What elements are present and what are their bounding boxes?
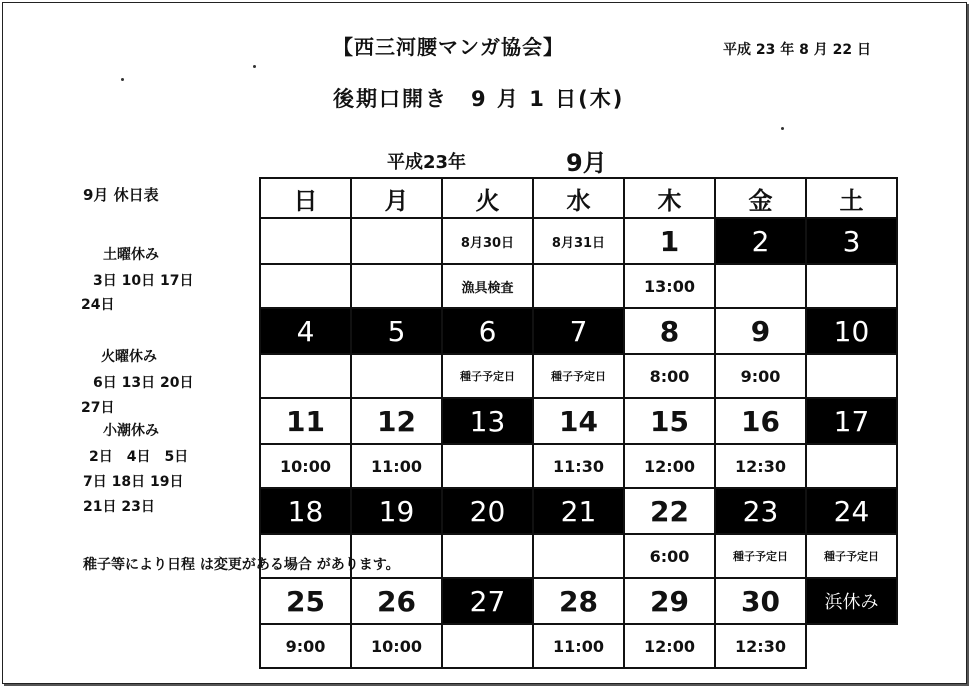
- time-cell: [442, 534, 533, 578]
- day-cell-holiday: 19: [351, 488, 442, 534]
- tue-holiday-days-1: 6日 13日 20日: [93, 375, 194, 391]
- time-cell: [442, 444, 533, 488]
- time-cell: 種子予定日: [442, 354, 533, 398]
- day-cell-holiday: 27: [442, 578, 533, 624]
- neap-holiday-days-2: 7日 18日 19日: [83, 474, 184, 490]
- time-cell: 6:00: [624, 534, 715, 578]
- holiday-table-title: 9月 休日表: [83, 186, 159, 204]
- time-cell: 11:00: [351, 444, 442, 488]
- time-cell: 10:00: [260, 444, 351, 488]
- neap-holiday-days-3: 21日 23日: [83, 499, 155, 515]
- weekday-thu: 木: [624, 178, 715, 218]
- day-cell-holiday: 10: [806, 308, 897, 354]
- day-cell-holiday: 5: [351, 308, 442, 354]
- time-cell: [806, 624, 897, 668]
- day-cell: 9: [715, 308, 806, 354]
- day-cell: 28: [533, 578, 624, 624]
- day-cell: 8月30日: [442, 218, 533, 264]
- day-cell: 26: [351, 578, 442, 624]
- day-cell-holiday: 21: [533, 488, 624, 534]
- time-cell: 12:30: [715, 624, 806, 668]
- neap-holiday-label: 小潮休み: [103, 423, 159, 439]
- time-cell: 12:00: [624, 624, 715, 668]
- day-cell: 8月31日: [533, 218, 624, 264]
- day-cell-holiday: 6: [442, 308, 533, 354]
- day-cell: [260, 218, 351, 264]
- time-cell: [260, 354, 351, 398]
- time-cell: 10:00: [351, 624, 442, 668]
- scan-speck: [253, 65, 256, 68]
- time-cell: 11:30: [533, 444, 624, 488]
- day-cell-holiday: 3: [806, 218, 897, 264]
- calendar-table: [259, 177, 898, 669]
- sat-holiday-label: 土曜休み: [103, 247, 159, 263]
- time-cell: 8:00: [624, 354, 715, 398]
- day-cell: 30: [715, 578, 806, 624]
- time-cell: 種子予定日: [806, 534, 897, 578]
- day-cell-holiday: 2: [715, 218, 806, 264]
- time-cell: 11:00: [533, 624, 624, 668]
- time-cell: 漁具検査: [442, 264, 533, 308]
- scan-speck: [121, 78, 124, 81]
- time-cell: 9:00: [260, 624, 351, 668]
- day-cell: 8: [624, 308, 715, 354]
- day-cell: 16: [715, 398, 806, 444]
- day-cell-holiday: 13: [442, 398, 533, 444]
- note-line-2: は変更がある場合: [199, 557, 312, 573]
- time-cell: [806, 354, 897, 398]
- time-cell: [351, 534, 442, 578]
- note-line-3: があります。: [316, 557, 400, 573]
- weekday-fri: 金: [715, 178, 806, 218]
- weekday-tue: 火: [442, 178, 533, 218]
- time-cell: 種子予定日: [533, 354, 624, 398]
- beach-closed-cell: 浜休み: [806, 578, 897, 624]
- day-cell-holiday: 18: [260, 488, 351, 534]
- weekday-sun: 日: [260, 178, 351, 218]
- time-cell: 13:00: [624, 264, 715, 308]
- day-cell-holiday: 23: [715, 488, 806, 534]
- day-cell: 22: [624, 488, 715, 534]
- neap-holiday-days-1: 2日 4日 5日: [89, 449, 189, 465]
- time-cell: [260, 264, 351, 308]
- time-cell: [351, 264, 442, 308]
- note-line-1: 稚子等により日程: [83, 557, 195, 573]
- issue-date: 平成 23 年 8 月 22 日: [723, 42, 871, 58]
- day-cell: 15: [624, 398, 715, 444]
- time-cell: 9:00: [715, 354, 806, 398]
- weekday-mon: 月: [351, 178, 442, 218]
- day-cell: 14: [533, 398, 624, 444]
- time-cell: [351, 354, 442, 398]
- day-cell: 11: [260, 398, 351, 444]
- time-cell: [260, 534, 351, 578]
- scan-speck: [781, 127, 784, 130]
- day-cell: 29: [624, 578, 715, 624]
- time-cell: [715, 264, 806, 308]
- day-cell: 25: [260, 578, 351, 624]
- day-cell: [351, 218, 442, 264]
- day-cell-holiday: 24: [806, 488, 897, 534]
- sat-holiday-days-1: 3日 10日 17日: [93, 273, 194, 289]
- day-cell: 12: [351, 398, 442, 444]
- day-cell-holiday: 20: [442, 488, 533, 534]
- time-cell: [442, 624, 533, 668]
- time-cell: 12:30: [715, 444, 806, 488]
- time-cell: [533, 264, 624, 308]
- calendar-month: 9月: [566, 149, 607, 177]
- time-cell: [533, 534, 624, 578]
- day-cell-holiday: 4: [260, 308, 351, 354]
- tue-holiday-days-2: 27日: [81, 400, 115, 416]
- notice-page: [2, 2, 967, 684]
- day-cell-holiday: 17: [806, 398, 897, 444]
- subtitle: 後期口開き 9 月 1 日(木): [333, 87, 625, 111]
- weekday-wed: 水: [533, 178, 624, 218]
- weekday-sat: 土: [806, 178, 897, 218]
- day-cell: 1: [624, 218, 715, 264]
- day-cell-holiday: 7: [533, 308, 624, 354]
- calendar-era: 平成23年: [387, 152, 467, 173]
- page-title: 【西三河腰マンガ協会】: [333, 35, 564, 59]
- tue-holiday-label: 火曜休み: [101, 349, 157, 365]
- time-cell: 種子予定日: [715, 534, 806, 578]
- time-cell: [806, 444, 897, 488]
- time-cell: 12:00: [624, 444, 715, 488]
- sat-holiday-days-2: 24日: [81, 297, 115, 313]
- time-cell: [806, 264, 897, 308]
